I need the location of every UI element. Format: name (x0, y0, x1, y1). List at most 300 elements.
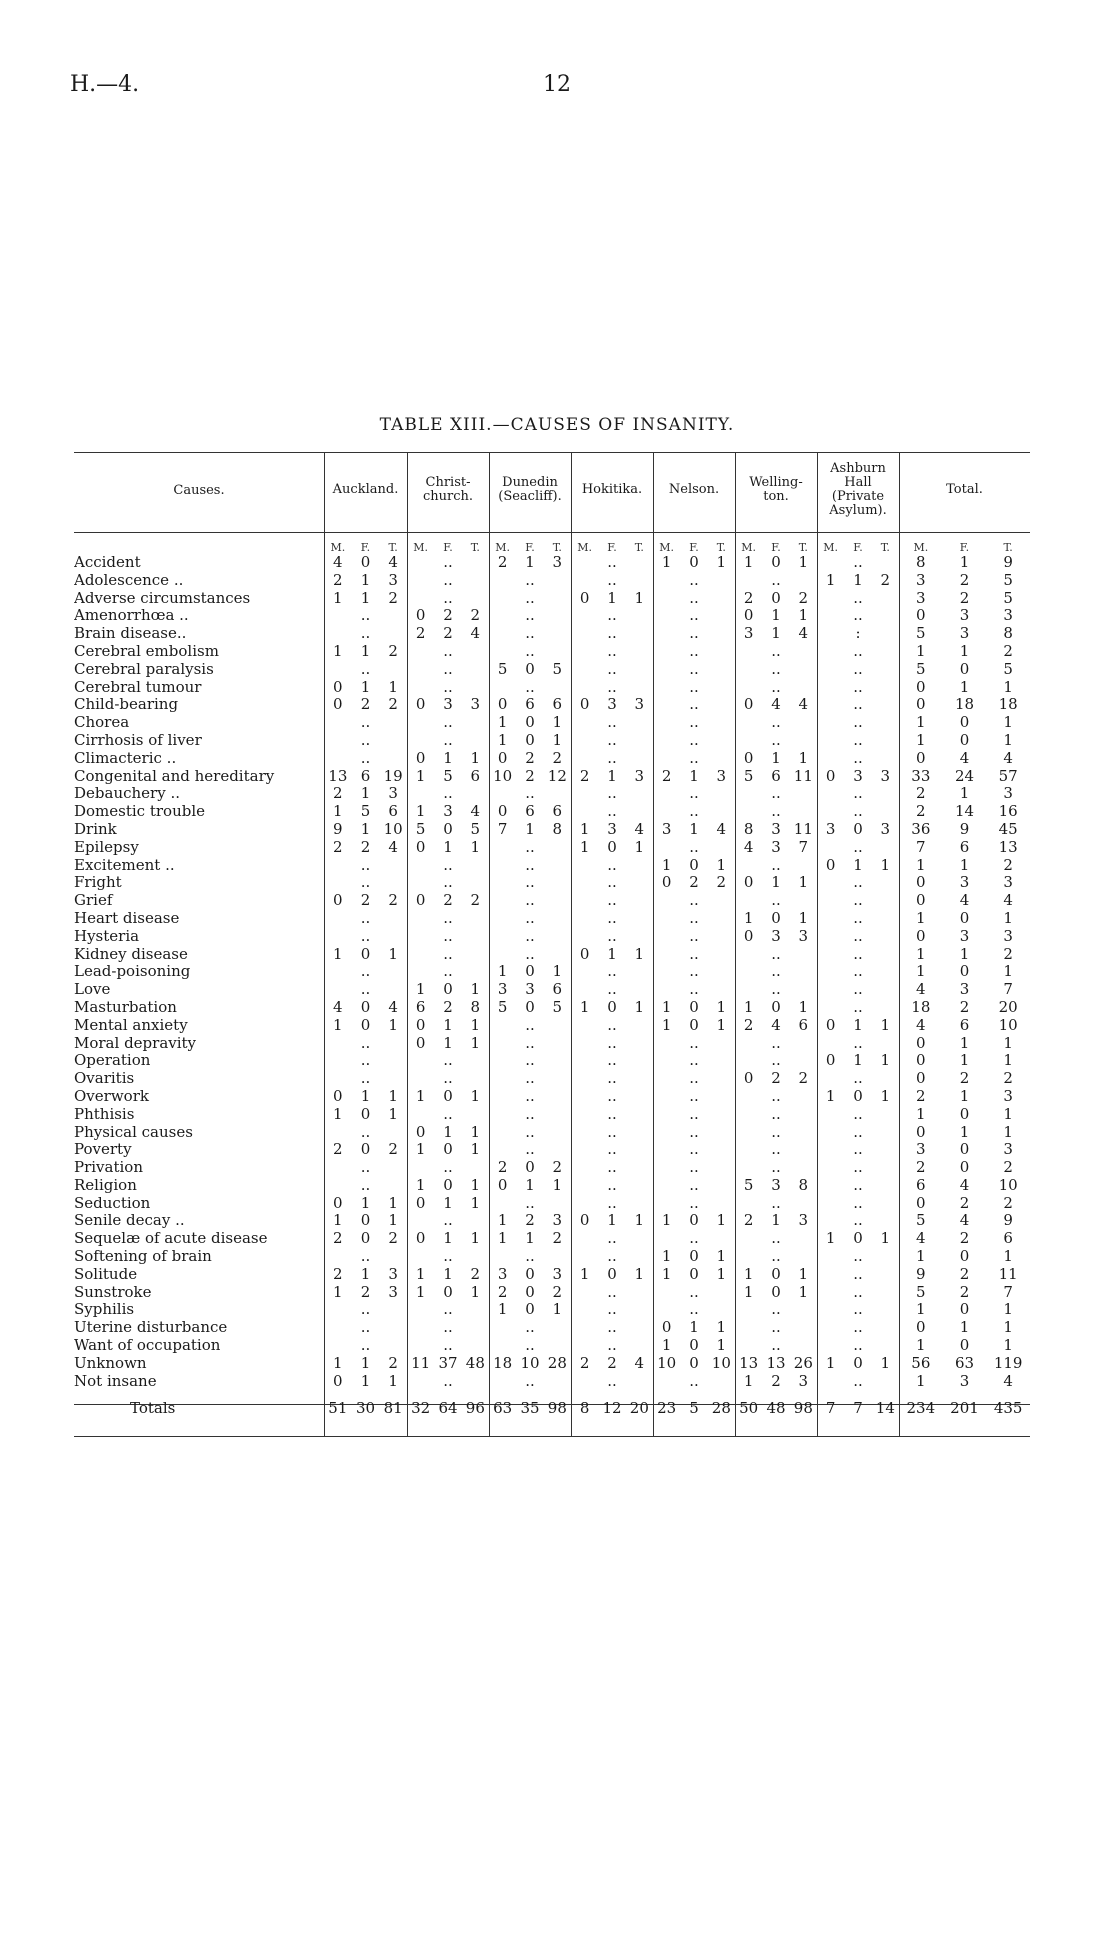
cell-value: 32 (411, 1399, 431, 1418)
cell-empty: .. (853, 659, 863, 678)
cell-value: 1 (916, 730, 926, 749)
cell-value: 0 (959, 713, 970, 732)
cell-value: 0 (771, 588, 781, 607)
cell-empty: .. (525, 1336, 535, 1355)
cell-value: 0 (689, 1247, 699, 1266)
cell-value: 2 (497, 1158, 508, 1177)
cell-value: 2 (388, 641, 398, 660)
cell-value: 0 (443, 1140, 453, 1159)
cell-value: 5 (360, 802, 371, 821)
table-row (74, 661, 1030, 679)
cell-value: 5 (916, 1282, 926, 1301)
cell-value: 2 (497, 553, 508, 571)
cause-label: Climacteric .. (74, 749, 177, 767)
cell-empty: .. (689, 695, 699, 714)
cell-value: 4 (1003, 891, 1013, 910)
cell-empty: .. (771, 1247, 781, 1266)
cell-empty: .. (771, 659, 781, 678)
cell-value: 6 (959, 837, 970, 856)
cell-value: 0 (689, 1211, 699, 1230)
cell-empty: .. (853, 1104, 863, 1123)
cell-value: 0 (916, 873, 926, 892)
cause-label: Moral depravity (74, 1034, 197, 1052)
cell-value: 4 (959, 1211, 970, 1230)
cell-value: 0 (771, 908, 781, 927)
cell-value: 1 (552, 962, 563, 981)
column-divider (407, 452, 408, 1436)
cell-empty: .. (607, 730, 617, 749)
table-row (74, 554, 1030, 572)
cell-value: 3 (525, 980, 535, 999)
cell-value: 0 (360, 1229, 371, 1248)
cell-value: 1 (959, 1051, 970, 1070)
column-divider (899, 452, 900, 1436)
cell-value: 0 (333, 891, 343, 910)
cell-value: 1 (798, 553, 809, 571)
table-row (74, 1159, 1030, 1177)
cell-empty: .. (771, 784, 781, 803)
cell-value: 3 (959, 1371, 970, 1390)
cell-value: 4 (634, 819, 645, 838)
table-row (74, 839, 1030, 857)
cell-empty: .. (525, 1104, 535, 1123)
cell-value: 1 (333, 944, 343, 963)
cell-value: 0 (497, 1175, 508, 1194)
cell-value: 1 (388, 1015, 398, 1034)
cell-value: 1 (798, 1264, 809, 1283)
cell-value: 8 (579, 1399, 590, 1418)
cell-value: 0 (771, 1264, 781, 1283)
cell-value: 3 (798, 1211, 809, 1230)
cell-value: 2 (1003, 1069, 1013, 1088)
cell-empty: .. (607, 713, 617, 732)
cell-value: 1 (798, 873, 809, 892)
cell-empty: .. (853, 1282, 863, 1301)
cell-value: 0 (959, 1158, 970, 1177)
cell-value: 1 (333, 1104, 343, 1123)
cell-value: 3 (916, 588, 926, 607)
cell-value: 4 (470, 802, 481, 821)
cell-value: 3 (388, 1282, 398, 1301)
cell-value: 3 (959, 606, 970, 625)
cell-empty: .. (607, 926, 617, 945)
cell-value: 0 (443, 1175, 453, 1194)
cell-value: 0 (916, 748, 926, 767)
cell-value: 1 (634, 1211, 645, 1230)
cell-value: 6 (1003, 1229, 1013, 1248)
cause-label: Physical causes (74, 1123, 193, 1141)
cell-value: 0 (916, 1069, 926, 1088)
cell-value: 5 (552, 997, 563, 1016)
cell-value: 1 (607, 588, 617, 607)
cell-value: 0 (825, 855, 836, 874)
cell-value: 20 (998, 997, 1018, 1016)
causes-column-header: Causes. (173, 483, 225, 498)
cell-value: 1 (716, 1318, 727, 1337)
cell-value: 1 (1003, 1122, 1013, 1141)
cell-value: 0 (661, 1318, 672, 1337)
cell-empty: .. (689, 588, 699, 607)
cell-empty: .. (525, 588, 535, 607)
cell-value: 0 (689, 855, 699, 874)
cell-empty: .. (853, 802, 863, 821)
cell-value: 2 (525, 1211, 535, 1230)
cell-empty: .. (607, 1051, 617, 1070)
cell-value: 2 (388, 1140, 398, 1159)
cell-value: 1 (916, 1247, 926, 1266)
cell-value: 2 (415, 624, 426, 643)
cell-empty: .. (443, 926, 453, 945)
table-row (74, 768, 1030, 786)
cell-value: 0 (497, 802, 508, 821)
column-group-header: Christ- church. (422, 475, 474, 504)
cell-value: 1 (634, 588, 645, 607)
cell-value: 1 (661, 1264, 672, 1283)
table-row (74, 857, 1030, 875)
cell-value: 0 (415, 837, 426, 856)
cell-empty: .. (607, 1033, 617, 1052)
cell-value: 4 (1003, 1371, 1013, 1390)
cell-value: 3 (798, 1371, 809, 1390)
cell-value: 18 (493, 1353, 513, 1372)
cell-value: 63 (954, 1353, 975, 1372)
column-divider (571, 452, 572, 1436)
cell-value: 1 (959, 855, 970, 874)
cell-value: 3 (1003, 1140, 1013, 1159)
sub-column-header: T. (634, 541, 644, 554)
cell-empty: .. (360, 713, 371, 732)
cell-value: 9 (916, 1264, 926, 1283)
cell-value: 33 (911, 766, 931, 785)
cell-value: 1 (1003, 908, 1013, 927)
cell-value: 8 (470, 997, 481, 1016)
cell-empty: .. (689, 1140, 699, 1159)
cell-value: 3 (959, 980, 970, 999)
table-row (74, 1266, 1030, 1284)
cell-value: 37 (438, 1353, 458, 1372)
cell-value: 4 (470, 624, 481, 643)
table-row (74, 1052, 1030, 1070)
cell-value: 0 (360, 553, 371, 571)
cell-value: 0 (525, 659, 535, 678)
cell-empty: .. (771, 980, 781, 999)
cell-value: 1 (525, 819, 535, 838)
cell-value: 2 (525, 748, 535, 767)
cell-value: 4 (771, 695, 781, 714)
cell-value: 3 (853, 766, 863, 785)
cell-value: 1 (443, 1122, 453, 1141)
cell-value: 1 (415, 1175, 426, 1194)
cell-value: 1 (360, 1353, 371, 1372)
cell-empty: .. (689, 1033, 699, 1052)
cell-value: 1 (634, 997, 645, 1016)
cell-empty: .. (360, 1033, 371, 1052)
cell-value: 1 (470, 1140, 481, 1159)
cell-empty: .. (607, 1158, 617, 1177)
cell-value: 6 (388, 802, 398, 821)
cell-empty: .. (853, 873, 863, 892)
cell-value: 1 (360, 570, 371, 589)
cell-value: 1 (470, 980, 481, 999)
column-divider (489, 452, 490, 1436)
cell-value: 3 (634, 766, 645, 785)
cell-empty: .. (771, 1158, 781, 1177)
cell-value: 2 (1003, 1158, 1013, 1177)
cell-value: 4 (959, 748, 970, 767)
cell-value: 3 (771, 837, 781, 856)
cell-empty: .. (607, 980, 617, 999)
cell-value: 2 (959, 1264, 970, 1283)
cell-empty: .. (853, 695, 863, 714)
cell-value: 6 (525, 802, 535, 821)
cell-value: 7 (1003, 1282, 1013, 1301)
cell-value: 1 (470, 1033, 481, 1052)
cell-empty: .. (607, 570, 617, 589)
sub-column-header: M. (330, 541, 346, 554)
cell-empty: .. (853, 784, 863, 803)
cell-value: 1 (689, 819, 699, 838)
cell-value: 1 (1003, 730, 1013, 749)
cell-value: 1 (634, 1264, 645, 1283)
cell-value: 1 (360, 1264, 371, 1283)
cell-value: 51 (328, 1399, 348, 1418)
cell-value: 0 (415, 695, 426, 714)
sub-column-header: M. (823, 541, 839, 554)
cell-value: 0 (525, 1158, 535, 1177)
cell-empty: .. (689, 730, 699, 749)
cell-value: 0 (743, 873, 754, 892)
cell-value: 0 (916, 606, 926, 625)
cell-empty: .. (607, 1069, 617, 1088)
cell-value: 14 (875, 1399, 895, 1418)
cell-value: 4 (388, 553, 398, 571)
cell-value: 18 (911, 997, 931, 1016)
cell-empty: .. (689, 1051, 699, 1070)
cell-value: 16 (998, 802, 1018, 821)
cell-empty: .. (853, 713, 863, 732)
column-divider (324, 452, 325, 1436)
cell-value: 2 (443, 891, 453, 910)
cell-value: 1 (579, 1264, 590, 1283)
cell-empty: .. (689, 926, 699, 945)
cell-empty: .. (771, 730, 781, 749)
cell-empty: .. (607, 1300, 617, 1319)
cause-label: Ovaritis (74, 1070, 135, 1088)
cell-empty: .. (607, 748, 617, 767)
cell-empty: .. (853, 1247, 863, 1266)
cause-label: Brain disease.. (74, 625, 187, 643)
cell-empty: .. (360, 926, 371, 945)
cell-value: 3 (880, 766, 891, 785)
cell-empty: .. (525, 624, 535, 643)
cell-value: 2 (333, 1229, 343, 1248)
cell-value: 1 (743, 553, 754, 571)
cell-value: 5 (689, 1399, 699, 1418)
cell-value: 13 (766, 1353, 786, 1372)
cell-empty: .. (853, 588, 863, 607)
cell-value: 1 (1003, 1104, 1013, 1123)
table-row (74, 1373, 1030, 1391)
cause-label: Not insane (74, 1372, 157, 1390)
cell-empty: .. (853, 1211, 863, 1230)
cell-value: 1 (959, 677, 970, 696)
cell-value: 1 (1003, 1247, 1013, 1266)
sub-column-header: F. (689, 541, 699, 554)
cell-empty: .. (607, 624, 617, 643)
cause-label: Cerebral paralysis (74, 660, 214, 678)
table-row (74, 1195, 1030, 1213)
cell-value: 0 (360, 1104, 371, 1123)
cell-value: 7 (853, 1399, 863, 1418)
cell-value: 2 (959, 588, 970, 607)
sub-column-header: T. (880, 541, 890, 554)
column-group-header: Welling- ton. (749, 475, 803, 504)
cell-empty: .. (689, 1193, 699, 1212)
cell-value: 1 (853, 570, 863, 589)
table-row (74, 1355, 1030, 1373)
cell-value: 2 (388, 695, 398, 714)
cell-value: 2 (333, 784, 343, 803)
cell-value: 0 (333, 1193, 343, 1212)
cell-value: 1 (771, 606, 781, 625)
cell-empty: .. (525, 606, 535, 625)
cell-value: 6 (360, 766, 371, 785)
cell-value: 98 (793, 1399, 813, 1418)
cell-value: 1 (880, 1086, 891, 1105)
cell-empty: .. (853, 553, 863, 571)
cell-value: 1 (916, 1336, 926, 1355)
cell-empty: .. (525, 1033, 535, 1052)
cell-value: 2 (579, 766, 590, 785)
cell-value: 1 (689, 1318, 699, 1337)
cell-value: 0 (333, 677, 343, 696)
cause-label: Cerebral tumour (74, 678, 202, 696)
document-code: H.—4. (70, 72, 140, 97)
cell-value: 2 (916, 802, 926, 821)
sub-column-header: M. (413, 541, 429, 554)
cell-value: 0 (959, 908, 970, 927)
cell-value: 0 (607, 837, 617, 856)
cell-empty: .. (689, 677, 699, 696)
cell-value: 1 (333, 1015, 343, 1034)
cell-empty: .. (525, 873, 535, 892)
cell-value: 1 (743, 1264, 754, 1283)
cell-value: 1 (470, 1086, 481, 1105)
cell-empty: .. (525, 1371, 535, 1390)
cell-empty: .. (689, 606, 699, 625)
cell-value: 1 (798, 1282, 809, 1301)
cell-value: 0 (959, 1104, 970, 1123)
cell-empty: .. (689, 1300, 699, 1319)
cell-value: 2 (360, 1282, 371, 1301)
cell-value: 4 (388, 837, 398, 856)
cell-value: 1 (743, 1371, 754, 1390)
cell-value: 1 (552, 730, 563, 749)
cell-value: 3 (443, 695, 453, 714)
column-divider (735, 452, 736, 1436)
cell-value: 0 (497, 748, 508, 767)
cell-value: 1 (443, 837, 453, 856)
cell-value: 11 (793, 766, 813, 785)
cell-value: 1 (853, 1015, 863, 1034)
cell-value: 9 (959, 819, 970, 838)
cell-value: 2 (771, 1069, 781, 1088)
cell-value: 0 (853, 1086, 863, 1105)
cell-empty: .. (443, 588, 453, 607)
sub-column-header: T. (388, 541, 398, 554)
cell-value: 3 (1003, 1086, 1013, 1105)
cell-empty: .. (443, 855, 453, 874)
cell-value: 5 (415, 819, 426, 838)
cell-value: 1 (470, 837, 481, 856)
cell-value: 2 (552, 1282, 563, 1301)
cell-empty: .. (689, 1086, 699, 1105)
cell-empty: .. (853, 926, 863, 945)
cause-label: Love (74, 981, 111, 999)
table-row (74, 1284, 1030, 1302)
cell-empty: .. (607, 659, 617, 678)
cell-value: 0 (853, 1229, 863, 1248)
cell-value: 1 (743, 997, 754, 1016)
sub-column-header: F. (771, 541, 781, 554)
cell-value: 5 (916, 659, 926, 678)
cell-value: 119 (993, 1353, 1023, 1372)
cell-value: 0 (916, 891, 926, 910)
table-row (74, 963, 1030, 981)
cell-empty: .. (607, 1015, 617, 1034)
cause-label: Congenital and hereditary (74, 767, 275, 785)
cause-label: Chorea (74, 714, 130, 732)
cell-value: 0 (415, 748, 426, 767)
cell-value: 1 (880, 1353, 891, 1372)
cell-value: 1 (497, 730, 508, 749)
cell-value: 1 (771, 1211, 781, 1230)
cell-value: 3 (1003, 784, 1013, 803)
sub-column-header: M. (659, 541, 675, 554)
cell-value: 5 (497, 659, 508, 678)
cell-value: 2 (959, 570, 970, 589)
cell-empty: .. (607, 1086, 617, 1105)
cell-value: 1 (525, 1175, 535, 1194)
cell-value: 2 (360, 891, 371, 910)
cell-empty: .. (689, 944, 699, 963)
cell-empty: .. (689, 1229, 699, 1248)
cause-label: Phthisis (74, 1105, 135, 1123)
cell-value: 1 (853, 1051, 863, 1070)
cell-value: 2 (743, 1015, 754, 1034)
cell-empty: .. (853, 1371, 863, 1390)
cell-value: 1 (916, 1104, 926, 1123)
table-row (74, 1177, 1030, 1195)
cell-value: 18 (954, 695, 975, 714)
cell-value: 1 (360, 784, 371, 803)
cell-empty: .. (443, 784, 453, 803)
cell-value: 0 (853, 819, 863, 838)
cell-value: 1 (916, 1300, 926, 1319)
cell-value: 2 (552, 1158, 563, 1177)
cell-value: 4 (1003, 748, 1013, 767)
cell-value: 3 (552, 553, 563, 571)
cell-value: 6 (916, 1175, 926, 1194)
cell-value: 1 (443, 1193, 453, 1212)
cell-empty: .. (771, 1104, 781, 1123)
cell-value: 2 (579, 1353, 590, 1372)
cell-empty: .. (525, 1318, 535, 1337)
cell-value: 2 (552, 748, 563, 767)
table-row (74, 1337, 1030, 1355)
cell-empty: .. (360, 1051, 371, 1070)
cell-value: 0 (415, 606, 426, 625)
